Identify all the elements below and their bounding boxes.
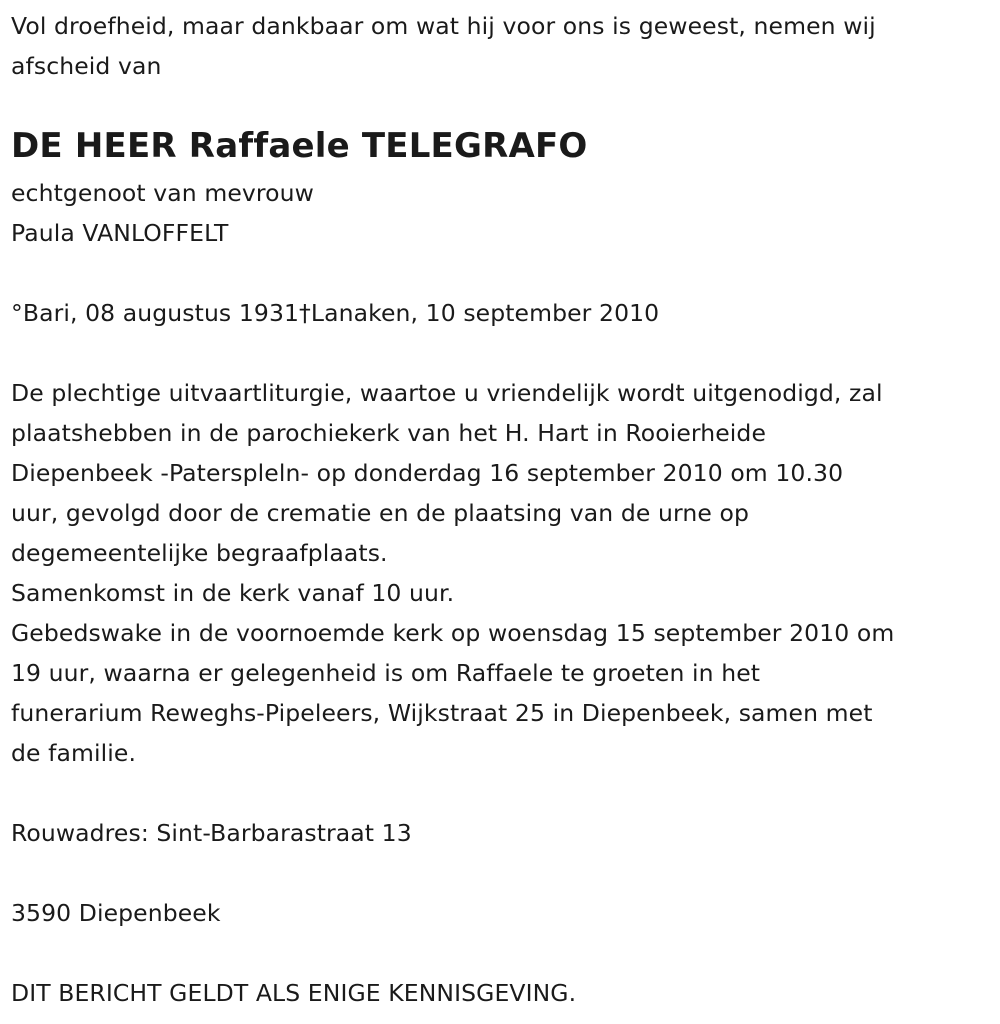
ceremony-line: Samenkomst in de kerk vanaf 10 uur. (11, 579, 455, 607)
spouse-line-1: echtgenoot van mevrouw (11, 179, 314, 207)
ceremony-line: funerarium Reweghs-Pipeleers, Wijkstraat 25 in Diepenbeek, samen met (11, 699, 873, 727)
spouse-line-2: Paula VANLOFFELT (11, 219, 229, 247)
birth-death-dates: °Bari, 08 augustus 1931†Lanaken, 10 september 2010 (11, 299, 660, 327)
ceremony-line: Gebedswake in de voornoemde kerk op woensdag 15 september 2010 om (11, 619, 895, 647)
deceased-name-heading: DE HEER Raffaele TELEGRAFO (11, 126, 588, 166)
sole-notice-line: DIT BERICHT GELDT ALS ENIGE KENNISGEVING. (11, 979, 577, 1007)
mourning-address-city: 3590 Diepenbeek (11, 899, 221, 927)
ceremony-line: uur, gevolgd door de crematie en de plaatsing van de urne op (11, 499, 749, 527)
intro-line-2: afscheid van (11, 52, 162, 80)
mourning-address: Rouwadres: Sint-Barbarastraat 13 (11, 819, 412, 847)
ceremony-line: degemeentelijke begraafplaats. (11, 539, 388, 567)
intro-line-1: Vol droefheid, maar dankbaar om wat hij voor ons is geweest, nemen wij (11, 12, 876, 40)
ceremony-line: De plechtige uitvaartliturgie, waartoe u vriendelijk wordt uitgenodigd, zal (11, 379, 883, 407)
ceremony-line: Diepenbeek -Paterspleln- op donderdag 16 september 2010 om 10.30 (11, 459, 844, 487)
ceremony-line: 19 uur, waarna er gelegenheid is om Raffaele te groeten in het (11, 659, 761, 687)
ceremony-line: plaatshebben in de parochiekerk van het H. Hart in Rooierheide (11, 419, 766, 447)
ceremony-line: de familie. (11, 739, 137, 767)
